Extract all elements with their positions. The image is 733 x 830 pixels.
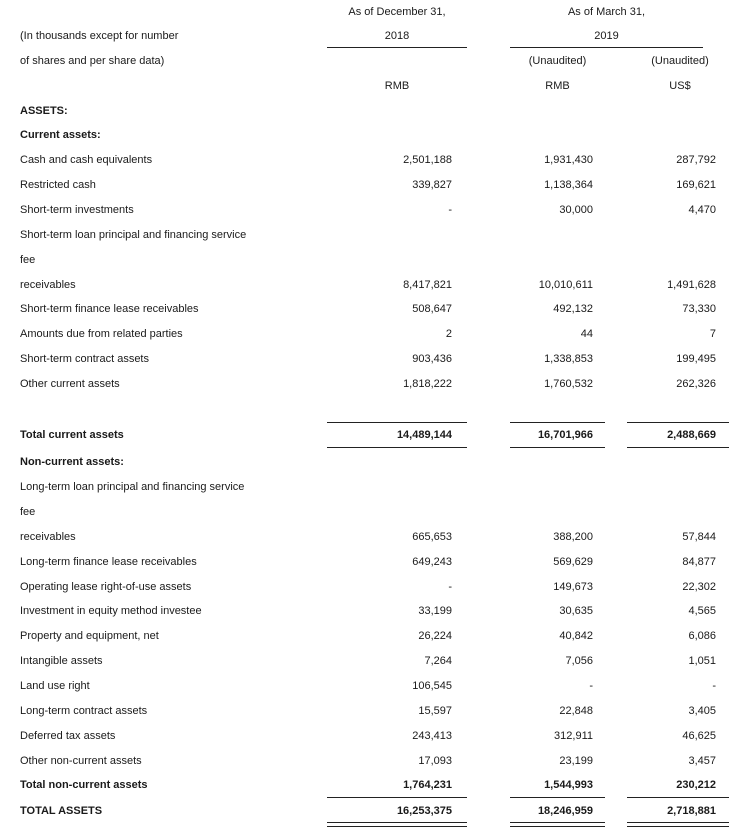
row-label: Short-term investments xyxy=(20,204,134,216)
row-label: Short-term loan principal and financing service xyxy=(20,229,247,241)
mar2019-rmb-value: 388,200 xyxy=(553,531,593,543)
dec2018-rmb-value: 903,436 xyxy=(412,353,452,365)
row-label: receivables xyxy=(20,531,76,543)
dec2018-rmb-value: 2 xyxy=(445,328,452,340)
mar2019-rmb-value: 44 xyxy=(580,328,593,340)
col23-year-header: 2019 xyxy=(594,30,619,42)
row-label: Other current assets xyxy=(20,378,120,390)
col1-header-rule xyxy=(327,47,467,48)
col3-currency: US$ xyxy=(669,80,691,92)
mar2019-usd-value: 2,718,881 xyxy=(667,805,716,817)
mar2019-usd-value: 262,326 xyxy=(676,378,716,390)
mar2019-usd-value: 1,051 xyxy=(688,655,716,667)
subtotal-rule-bottom xyxy=(627,447,729,448)
mar2019-usd-value: 7 xyxy=(709,328,716,340)
mar2019-rmb-value: 1,338,853 xyxy=(544,353,593,365)
row-label: Long-term contract assets xyxy=(20,705,148,717)
mar2019-usd-value: 2,488,669 xyxy=(667,429,716,441)
mar2019-rmb-value: 40,842 xyxy=(559,630,593,642)
mar2019-usd-value: 287,792 xyxy=(676,154,716,166)
double-rule-2 xyxy=(327,826,467,827)
mar2019-rmb-value: 1,931,430 xyxy=(544,154,593,166)
dec2018-rmb-value: 7,264 xyxy=(424,655,452,667)
units-note-line1: (In thousands except for number xyxy=(20,30,179,42)
dec2018-rmb-value: 16,253,375 xyxy=(396,805,452,817)
row-label: Land use right xyxy=(20,680,90,692)
mar2019-rmb-value: 1,138,364 xyxy=(544,179,593,191)
row-label: Short-term finance lease receivables xyxy=(20,303,199,315)
mar2019-usd-value: 4,470 xyxy=(688,204,716,216)
units-note-line2: of shares and per share data) xyxy=(20,55,165,67)
mar2019-rmb-value: 30,635 xyxy=(559,605,593,617)
dec2018-rmb-value: - xyxy=(448,581,452,593)
row-label: receivables xyxy=(20,279,76,291)
dec2018-rmb-value: 1,764,231 xyxy=(403,779,452,791)
row-label: Deferred tax assets xyxy=(20,730,116,742)
row-label: Short-term contract assets xyxy=(20,353,149,365)
col2-audit-label: (Unaudited) xyxy=(528,55,587,67)
mar2019-usd-value: - xyxy=(712,680,716,692)
double-rule-1 xyxy=(510,822,605,823)
current-assets-heading: Current assets: xyxy=(20,129,101,141)
mar2019-usd-value: 199,495 xyxy=(676,353,716,365)
mar2019-rmb-value: 16,701,966 xyxy=(537,429,593,441)
row-label: Total non-current assets xyxy=(20,779,148,791)
mar2019-usd-value: 1,491,628 xyxy=(667,279,716,291)
dec2018-rmb-value: 339,827 xyxy=(412,179,452,191)
dec2018-rmb-value: 106,545 xyxy=(412,680,452,692)
mar2019-rmb-value: 7,056 xyxy=(565,655,593,667)
mar2019-rmb-value: 10,010,611 xyxy=(538,279,593,291)
row-label: Cash and cash equivalents xyxy=(20,154,153,166)
dec2018-rmb-value: 8,417,821 xyxy=(403,279,452,291)
mar2019-usd-value: 230,212 xyxy=(676,779,716,791)
row-label: Intangible assets xyxy=(20,655,103,667)
mar2019-usd-value: 57,844 xyxy=(682,531,716,543)
col2-currency: RMB xyxy=(545,80,570,92)
mar2019-rmb-value: 312,911 xyxy=(554,730,593,742)
mar2019-usd-value: 169,621 xyxy=(676,179,716,191)
mar2019-rmb-value: 569,629 xyxy=(553,556,593,568)
mar2019-usd-value: 84,877 xyxy=(682,556,716,568)
col1-year-header: 2018 xyxy=(384,30,410,42)
dec2018-rmb-value: - xyxy=(448,204,452,216)
row-label: Total current assets xyxy=(20,429,124,441)
col23-period-header: As of March 31, xyxy=(567,6,646,18)
dec2018-rmb-value: 26,224 xyxy=(418,630,452,642)
row-label: Amounts due from related parties xyxy=(20,328,183,340)
mar2019-rmb-value: 1,544,993 xyxy=(544,779,593,791)
col1-currency: RMB xyxy=(384,80,410,92)
mar2019-rmb-value: 30,000 xyxy=(559,204,593,216)
total-rule-top xyxy=(627,797,729,798)
row-label: TOTAL ASSETS xyxy=(20,805,103,817)
dec2018-rmb-value: 243,413 xyxy=(412,730,452,742)
row-label: Long-term loan principal and financing service xyxy=(20,481,245,493)
mar2019-rmb-value: 18,246,959 xyxy=(537,805,593,817)
dec2018-rmb-value: 33,199 xyxy=(418,605,452,617)
row-label: fee xyxy=(20,506,36,518)
subtotal-rule-bottom xyxy=(510,447,605,448)
row-label: Operating lease right-of-use assets xyxy=(20,581,192,593)
col1-period-header: As of December 31, xyxy=(348,6,446,18)
dec2018-rmb-value: 14,489,144 xyxy=(396,429,452,441)
subtotal-rule-bottom xyxy=(327,447,467,448)
row-label: fee xyxy=(20,254,36,266)
dec2018-rmb-value: 1,818,222 xyxy=(403,378,452,390)
double-rule-2 xyxy=(627,826,729,827)
row-label: Other non-current assets xyxy=(20,755,142,767)
non-current-assets-heading: Non-current assets: xyxy=(20,456,124,468)
total-rule-top xyxy=(510,797,605,798)
mar2019-rmb-value: - xyxy=(589,680,593,692)
mar2019-usd-value: 22,302 xyxy=(682,581,716,593)
row-label: Restricted cash xyxy=(20,179,96,191)
mar2019-usd-value: 6,086 xyxy=(688,630,716,642)
total-rule-top xyxy=(327,797,467,798)
double-rule-1 xyxy=(627,822,729,823)
subtotal-rule-top xyxy=(510,422,605,423)
col3-audit-label: (Unaudited) xyxy=(651,55,709,67)
dec2018-rmb-value: 649,243 xyxy=(412,556,452,568)
dec2018-rmb-value: 508,647 xyxy=(412,303,452,315)
row-label: Long-term finance lease receivables xyxy=(20,556,197,568)
dec2018-rmb-value: 2,501,188 xyxy=(403,154,452,166)
subtotal-rule-top xyxy=(627,422,729,423)
mar2019-usd-value: 3,405 xyxy=(688,705,716,717)
mar2019-usd-value: 4,565 xyxy=(688,605,716,617)
mar2019-usd-value: 46,625 xyxy=(682,730,716,742)
dec2018-rmb-value: 17,093 xyxy=(418,755,452,767)
row-label: Investment in equity method investee xyxy=(20,605,202,617)
col23-header-rule xyxy=(510,47,703,48)
mar2019-rmb-value: 22,848 xyxy=(559,705,593,717)
assets-heading: ASSETS: xyxy=(20,105,68,117)
mar2019-rmb-value: 1,760,532 xyxy=(544,378,593,390)
mar2019-usd-value: 3,457 xyxy=(688,755,716,767)
mar2019-usd-value: 73,330 xyxy=(682,303,716,315)
mar2019-rmb-value: 149,673 xyxy=(553,581,593,593)
dec2018-rmb-value: 15,597 xyxy=(418,705,452,717)
double-rule-2 xyxy=(510,826,605,827)
mar2019-rmb-value: 23,199 xyxy=(559,755,593,767)
mar2019-rmb-value: 492,132 xyxy=(553,303,593,315)
subtotal-rule-top xyxy=(327,422,467,423)
row-label: Property and equipment, net xyxy=(20,630,159,642)
dec2018-rmb-value: 665,653 xyxy=(412,531,452,543)
double-rule-1 xyxy=(327,822,467,823)
